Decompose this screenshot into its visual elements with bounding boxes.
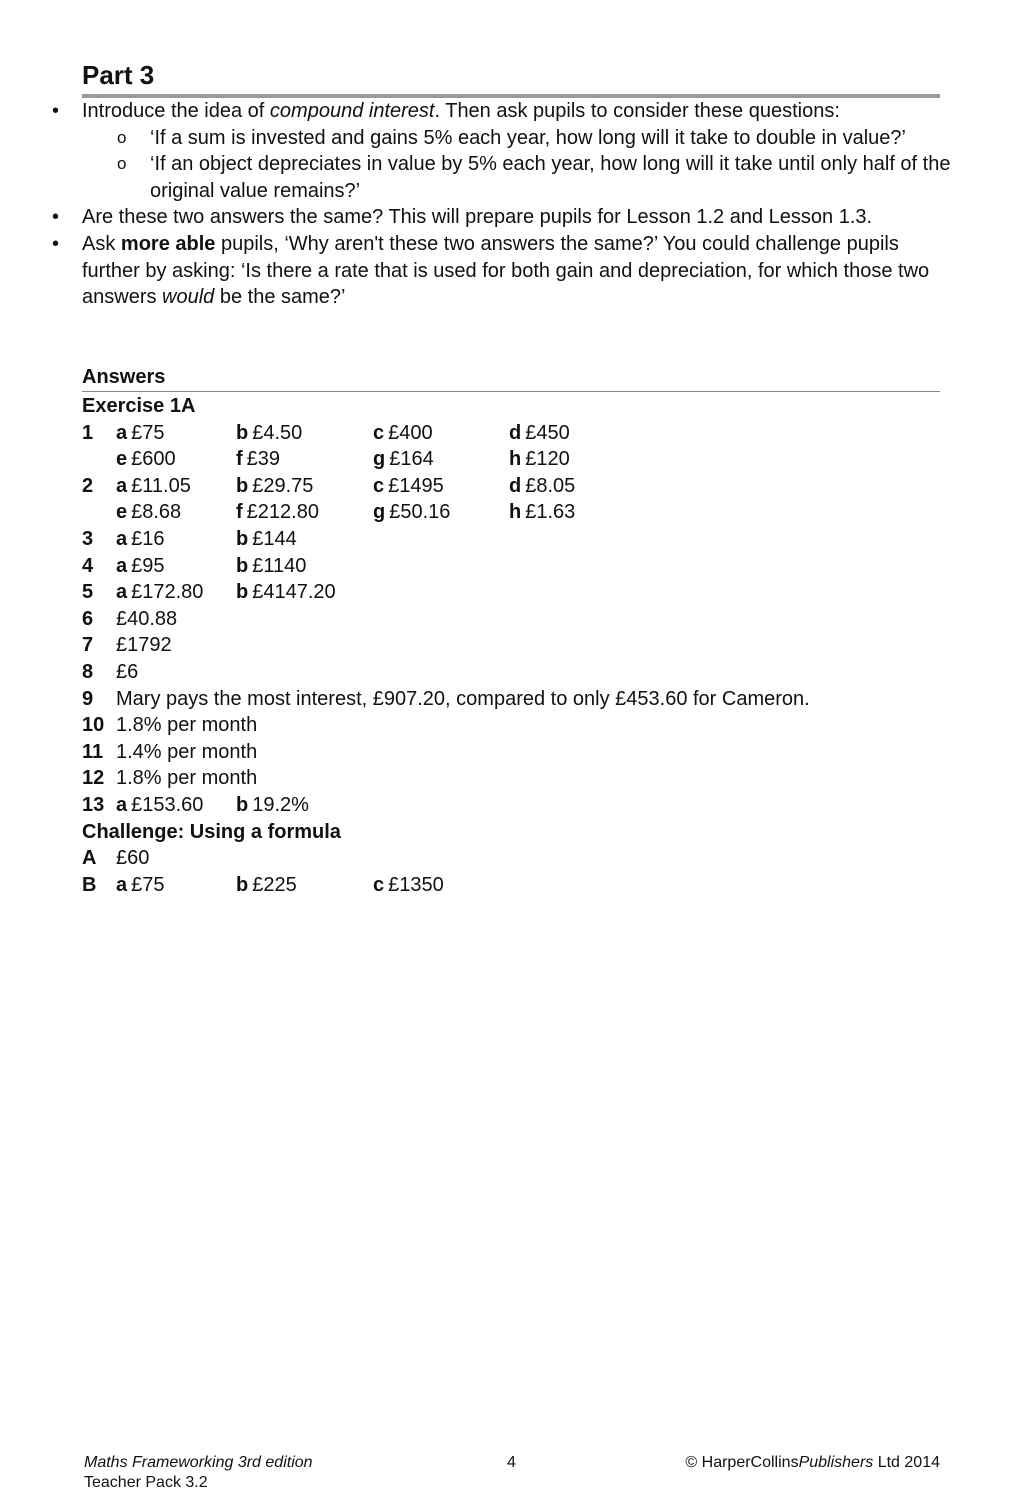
- answer-text: Mary pays the most interest, £907.20, compared to only £453.60 for Cameron.: [116, 687, 810, 710]
- question-number: 2: [82, 474, 94, 497]
- part-value: £164: [389, 448, 434, 471]
- text: . Then ask pupils to consider these questions:: [434, 100, 840, 122]
- part-letter: c: [373, 474, 385, 497]
- bullet-item: [52, 98, 952, 125]
- part-value: £144: [252, 527, 297, 550]
- answer-part: [116, 526, 165, 553]
- footer-subtitle: Teacher Pack 3.2: [84, 1474, 208, 1491]
- part-value: £4.50: [252, 421, 303, 444]
- answer-row: [82, 420, 952, 447]
- italic-text: compound interest: [269, 100, 435, 122]
- text: Introduce the idea of: [82, 100, 270, 122]
- answer-part: [116, 499, 181, 526]
- answer-row: [82, 632, 952, 659]
- question-number: 8: [82, 660, 94, 683]
- bullet-item: [52, 204, 952, 231]
- part-value: £172.80: [131, 581, 204, 604]
- answer-part: [236, 872, 297, 899]
- part-letter: g: [373, 448, 386, 471]
- part-value: £120: [525, 448, 570, 471]
- part-value: £1.63: [525, 501, 576, 524]
- answer-row: [82, 579, 952, 606]
- text: be the same?’: [214, 286, 346, 309]
- answer-row: [82, 739, 952, 766]
- copyright-publisher: Publishers: [798, 1454, 874, 1471]
- question-number: 11: [82, 740, 104, 763]
- answer-row: [82, 686, 952, 713]
- answer-row: [82, 659, 952, 686]
- part-letter: b: [236, 527, 249, 550]
- circle-bullet-icon: o: [117, 154, 127, 174]
- question-number: B: [82, 873, 97, 896]
- part-value: £153.60: [131, 793, 204, 816]
- bullet-icon: •: [52, 206, 60, 229]
- answers-heading: Answers: [82, 366, 166, 388]
- answer-part: [116, 446, 176, 473]
- part-value: 19.2%: [252, 793, 309, 816]
- answer-text: £60: [116, 847, 150, 870]
- answer-part: [373, 872, 444, 899]
- answer-part: [373, 499, 450, 526]
- answer-part: [373, 473, 444, 500]
- answer-part: [116, 553, 165, 580]
- part-letter: a: [116, 793, 128, 816]
- question-number: 5: [82, 581, 94, 604]
- copyright: [685, 1453, 940, 1473]
- section-heading: Challenge: Using a formula: [82, 820, 341, 843]
- text: Ask: [82, 232, 121, 255]
- part-letter: b: [236, 554, 249, 577]
- answer-row: [82, 553, 952, 580]
- part-value: £1495: [388, 474, 444, 497]
- text: Are these two answers the same? This will prepare pupils for Lesson 1.2 and Lesson 1.3.: [82, 206, 873, 229]
- question-number: 4: [82, 554, 94, 577]
- question-number: 3: [82, 527, 94, 550]
- copyright-suffix: Ltd 2014: [873, 1454, 940, 1471]
- answer-part: [236, 499, 319, 526]
- part-value: £8.68: [131, 501, 182, 524]
- part-letter: c: [373, 421, 385, 444]
- part-value: £225: [252, 873, 297, 896]
- part-value: £400: [388, 421, 433, 444]
- part-value: £4147.20: [252, 581, 336, 604]
- answer-part: [373, 446, 434, 473]
- question-number: 13: [82, 793, 105, 816]
- bullet-item: [52, 231, 952, 311]
- answer-row: [82, 765, 952, 792]
- answer-row: [82, 526, 952, 553]
- text: pupils, ‘Why aren't these two answers the same?’ You could challenge pupils further by asking: ‘Is there a rate that is used for both gain and depreciation, for which those two answers: [82, 232, 930, 309]
- part-letter: b: [236, 474, 249, 497]
- section-heading: Exercise 1A: [82, 395, 196, 417]
- answer-part: [116, 792, 203, 819]
- circle-bullet-icon: o: [117, 127, 127, 147]
- answer-part: [236, 792, 309, 819]
- answer-row: [82, 712, 952, 739]
- answer-row: [82, 446, 952, 473]
- sub-bullet-item: [82, 125, 952, 152]
- bold-text: more able: [120, 232, 216, 255]
- part-value: £450: [525, 421, 570, 444]
- part-letter: b: [236, 793, 249, 816]
- part-letter: f: [236, 501, 243, 524]
- part-value: £50.16: [389, 501, 451, 524]
- answer-part: [373, 420, 433, 447]
- answer-part: [509, 473, 575, 500]
- answer-text: 1.8% per month: [116, 714, 258, 737]
- answer-part: [236, 420, 302, 447]
- answer-part: [116, 872, 165, 899]
- part-letter: d: [509, 474, 522, 497]
- answer-part: [509, 420, 570, 447]
- answer-part: [236, 553, 306, 580]
- part-letter: d: [509, 421, 522, 444]
- question-number: 6: [82, 607, 94, 630]
- answer-text: £6: [116, 660, 139, 683]
- part-letter: c: [373, 873, 385, 896]
- answer-part: [116, 579, 203, 606]
- answer-text: £40.88: [116, 607, 178, 630]
- part-value: £39: [246, 448, 281, 471]
- question-number: 7: [82, 634, 94, 657]
- page-number: 4: [507, 1454, 516, 1471]
- sub-bullet-text: ‘If a sum is invested and gains 5% each year, how long will it take to double in value?’: [150, 126, 906, 149]
- part-value: £600: [131, 448, 176, 471]
- answer-text: 1.4% per month: [116, 740, 258, 763]
- sub-bullet-item: [82, 151, 952, 204]
- part-letter: h: [509, 448, 522, 471]
- answer-row: [82, 792, 952, 819]
- bullet-icon: •: [52, 100, 60, 122]
- part-value: £95: [131, 554, 165, 577]
- answers-list: [82, 393, 952, 898]
- question-number: 12: [82, 767, 105, 790]
- answer-text: £1792: [116, 634, 172, 657]
- answer-row: [82, 606, 952, 633]
- part-letter: a: [116, 527, 128, 550]
- part-letter: a: [116, 554, 128, 577]
- part-value: £1350: [388, 873, 444, 896]
- part-letter: a: [116, 474, 128, 497]
- question-number: A: [82, 847, 97, 870]
- part-letter: e: [116, 448, 128, 471]
- part-letter: a: [116, 581, 128, 604]
- page-title: Part 3: [82, 60, 155, 90]
- part-letter: e: [116, 501, 128, 524]
- answer-row: [82, 473, 952, 500]
- italic-text: would: [162, 286, 215, 309]
- part-value: £1140: [252, 554, 307, 577]
- answer-part: [116, 420, 165, 447]
- answer-part: [236, 473, 313, 500]
- footer-title: Maths Frameworking 3rd edition: [84, 1454, 313, 1471]
- part-letter: g: [373, 501, 386, 524]
- part-value: £212.80: [246, 501, 319, 524]
- question-number: 1: [82, 421, 94, 444]
- part-letter: a: [116, 873, 128, 896]
- answer-text: 1.8% per month: [116, 767, 258, 790]
- part-value: £16: [131, 527, 165, 550]
- part-letter: b: [236, 421, 249, 444]
- bullet-icon: •: [52, 232, 60, 255]
- answer-row: [82, 499, 952, 526]
- answer-row: [82, 845, 952, 872]
- part-letter: h: [509, 501, 522, 524]
- answer-part: [116, 473, 191, 500]
- part-value: £75: [131, 873, 165, 896]
- part-value: £29.75: [252, 474, 314, 497]
- part-value: £11.05: [131, 474, 191, 497]
- part-letter: b: [236, 873, 249, 896]
- part-value: £75: [131, 421, 165, 444]
- part-letter: f: [236, 448, 243, 471]
- answer-part: [236, 526, 297, 553]
- answer-part: [236, 446, 280, 473]
- answers-rule: [82, 391, 940, 392]
- bullet-list: [52, 98, 952, 311]
- answer-part: [509, 499, 575, 526]
- part-letter: b: [236, 581, 249, 604]
- answer-part: [236, 579, 336, 606]
- question-number: 9: [82, 687, 94, 710]
- question-number: 10: [82, 714, 105, 737]
- part-letter: a: [116, 421, 128, 444]
- answer-row: [82, 872, 952, 899]
- answer-part: [509, 446, 570, 473]
- copyright-prefix: © HarperCollins: [685, 1454, 799, 1471]
- part-value: £8.05: [525, 474, 576, 497]
- sub-bullet-text: ‘If an object depreciates in value by 5% each year, how long will it take until only half of the original value remains?’: [150, 153, 951, 202]
